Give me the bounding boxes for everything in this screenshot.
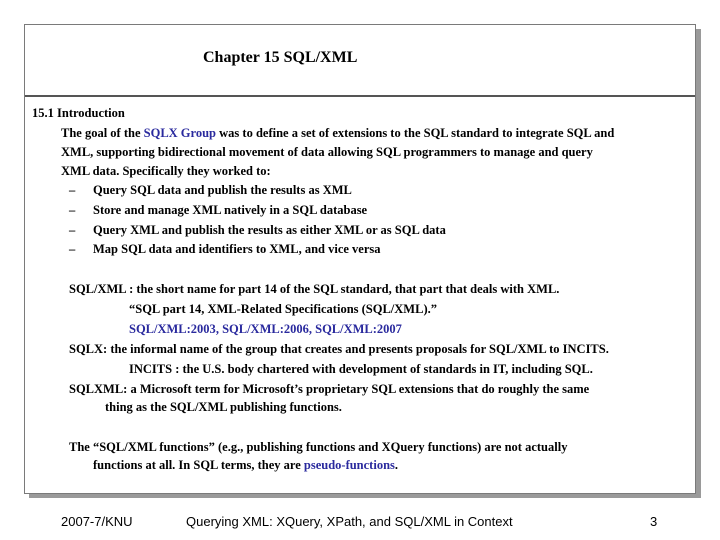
bullet-dash: – (69, 223, 76, 237)
intro-line-1: The goal of the SQLX Group was to define a set of extensions to the SQL standard to integrate SQL and (61, 126, 615, 140)
functions-note-line-2: functions at all. In SQL terms, they are pseudo-functions. (93, 458, 399, 472)
intro-line-2: XML, supporting bidirectional movement of data allowing SQL programmers to manage and query (61, 145, 593, 159)
footer-page-number: 3 (650, 514, 658, 529)
bullet-dash: – (69, 183, 76, 197)
sqlx-definition: SQLX: the informal name of the group that creates and presents proposals for SQL/XML to INCITS. (69, 342, 609, 356)
intro-line-3: XML data. Specifically they worked to: (61, 164, 271, 178)
section-heading: 15.1 Introduction (32, 106, 125, 120)
pseudo-functions-link[interactable]: pseudo-functions (303, 458, 395, 472)
bullet-item: Store and manage XML natively in a SQL database (93, 203, 368, 217)
bullet-item: Query XML and publish the results as either XML or as SQL data (93, 223, 446, 237)
sqlxml-ms-line-1: SQLXML: a Microsoft term for Microsoft’s proprietary SQL extensions that do roughly the same (69, 382, 590, 396)
sqlxml-quote: “SQL part 14, XML-Related Specifications (SQL/XML).” (129, 302, 437, 316)
sqlxml-definition: SQL/XML : the short name for part 14 of the SQL standard, that part that deals with XML. (69, 282, 560, 296)
bullet-dash: – (69, 203, 76, 217)
functions-note-line-1: The “SQL/XML functions” (e.g., publishing functions and XQuery functions) are not actually (69, 440, 568, 454)
version-link[interactable]: SQL/XML:2003 (129, 322, 216, 336)
footer-course-title: Querying XML: XQuery, XPath, and SQL/XML in Context (186, 514, 513, 529)
slide-title: Chapter 15 SQL/XML (203, 49, 358, 66)
bullet-dash: – (69, 242, 76, 256)
footer-date: 2007-7/KNU (61, 514, 133, 529)
bullet-item: Query SQL data and publish the results as XML (93, 183, 352, 197)
version-link[interactable]: SQL/XML:2006 (222, 322, 309, 336)
title-box (25, 25, 695, 97)
slide-frame (24, 24, 696, 494)
sqlxml-versions: SQL/XML:2003, SQL/XML:2006, SQL/XML:2007 (129, 322, 402, 336)
bullet-item: Map SQL data and identifiers to XML, and vice versa (93, 242, 381, 256)
incits-definition: INCITS : the U.S. body chartered with development of standards in IT, including SQL. (129, 362, 593, 376)
version-link[interactable]: SQL/XML:2007 (315, 322, 402, 336)
sqlx-group-link[interactable]: SQLX Group (143, 126, 217, 140)
sqlxml-ms-line-2: thing as the SQL/XML publishing functions. (105, 400, 342, 414)
